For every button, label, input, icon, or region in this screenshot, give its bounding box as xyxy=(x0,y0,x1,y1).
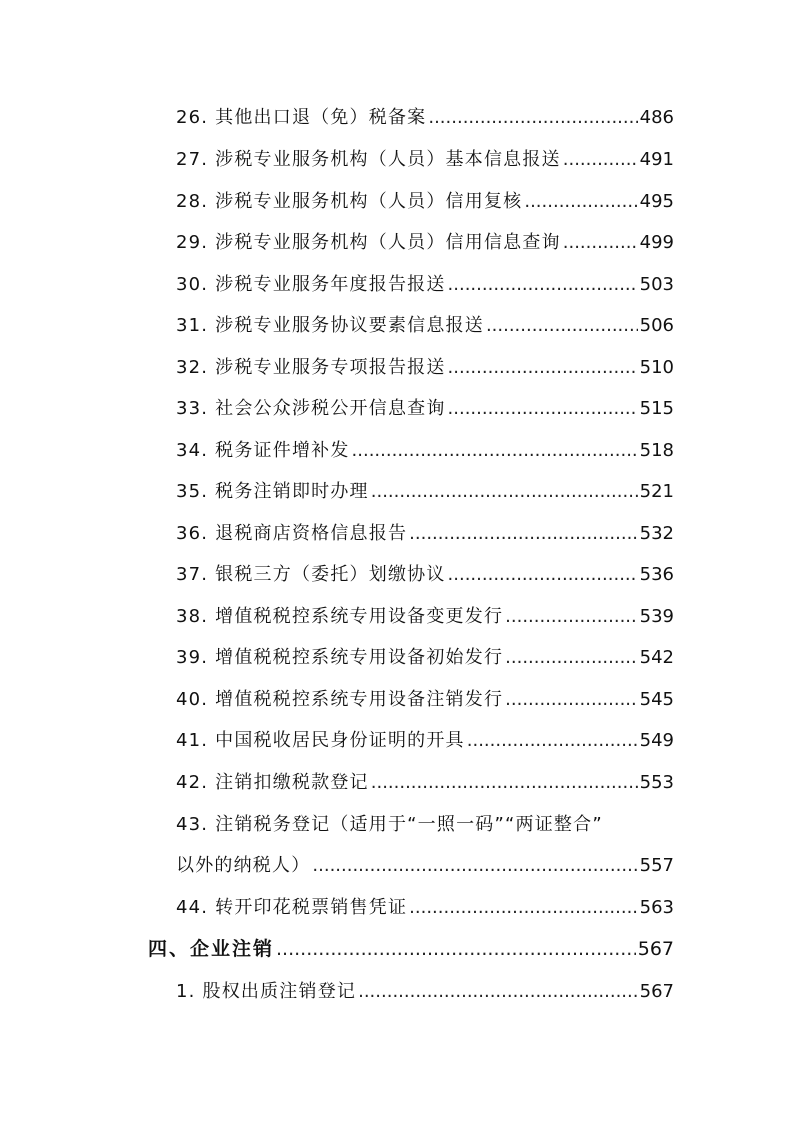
toc-entry-page: 557 xyxy=(639,855,674,876)
toc-entry-30[interactable] xyxy=(176,273,674,297)
toc-entry-31[interactable] xyxy=(176,314,674,338)
toc-entry-label: 1. 股权出质注销登记 xyxy=(176,981,357,1002)
toc-entry-36[interactable] xyxy=(176,522,674,546)
toc-entry-label: 28. 涉税专业服务机构（人员）信用复核 xyxy=(176,191,523,212)
toc-entry-label: 26. 其他出口退（免）税备案 xyxy=(176,107,427,128)
section-page: 567 xyxy=(637,938,674,960)
leader-dots xyxy=(409,522,637,546)
toc-entry-page: 521 xyxy=(639,481,674,502)
leader-dots xyxy=(448,397,638,421)
toc-entry-28[interactable] xyxy=(176,190,674,214)
leader-dots xyxy=(505,688,637,712)
toc-entry-page: 510 xyxy=(639,357,674,378)
toc-entry-34[interactable] xyxy=(176,439,674,463)
toc-entry-41[interactable] xyxy=(176,729,674,753)
toc-entry-label: 34. 税务证件增补发 xyxy=(176,440,350,461)
toc-entry-page: 539 xyxy=(639,606,674,627)
toc-entry-page: 495 xyxy=(639,191,674,212)
toc-entry-page: 563 xyxy=(639,897,674,918)
toc-entry-label: 31. 涉税专业服务协议要素信息报送 xyxy=(176,315,484,336)
toc-entry-page: 515 xyxy=(639,398,674,419)
leader-dots xyxy=(467,729,638,753)
toc-entry-page: 491 xyxy=(639,149,674,170)
toc-entry-page: 567 xyxy=(639,981,674,1002)
leader-dots xyxy=(448,356,638,380)
toc-entry-26[interactable] xyxy=(176,106,674,130)
toc-entry-label: 37. 银税三方（委托）划缴协议 xyxy=(176,564,446,585)
leader-dots xyxy=(505,646,637,670)
leader-dots xyxy=(409,896,637,920)
toc-entry-29[interactable] xyxy=(176,231,674,255)
toc-entry-page: 532 xyxy=(639,523,674,544)
toc-entry-38[interactable] xyxy=(176,605,674,629)
toc-entry-label: 41. 中国税收居民身份证明的开具 xyxy=(176,730,465,751)
toc-entry-page: 545 xyxy=(639,689,674,710)
leader-dots xyxy=(563,231,638,255)
leader-dots xyxy=(448,563,638,587)
toc-entry-27[interactable] xyxy=(176,148,674,172)
leader-dots xyxy=(312,854,637,878)
toc-entry-page: 506 xyxy=(639,315,674,336)
toc-entry-label: 33. 社会公众涉税公开信息查询 xyxy=(176,398,446,419)
leader-dots xyxy=(448,273,638,297)
toc-entry-label: 42. 注销扣缴税款登记 xyxy=(176,772,369,793)
toc-entry-42[interactable] xyxy=(176,771,674,795)
leader-dots xyxy=(358,980,638,1004)
toc-entry-label: 35. 税务注销即时办理 xyxy=(176,481,369,502)
toc-entry-33[interactable] xyxy=(176,397,674,421)
toc-entry-44[interactable] xyxy=(176,896,674,920)
toc-section-heading[interactable] xyxy=(148,937,674,961)
toc-entry-page: 503 xyxy=(639,274,674,295)
toc-entry-label: 29. 涉税专业服务机构（人员）信用信息查询 xyxy=(176,232,561,253)
toc-entry-37[interactable] xyxy=(176,563,674,587)
toc-entry-label: 32. 涉税专业服务专项报告报送 xyxy=(176,357,446,378)
toc-entry-label: 27. 涉税专业服务机构（人员）基本信息报送 xyxy=(176,149,561,170)
toc-entry-43[interactable] xyxy=(176,854,674,878)
toc-entry-35[interactable] xyxy=(176,480,674,504)
toc-entry-page: 549 xyxy=(639,730,674,751)
toc-entry-label: 36. 退税商店资格信息报告 xyxy=(176,523,408,544)
toc-entry-label: 40. 增值税税控系统专用设备注销发行 xyxy=(176,689,504,710)
toc-entry-page: 518 xyxy=(639,440,674,461)
leader-dots xyxy=(505,605,637,629)
toc-entry-32[interactable] xyxy=(176,356,674,380)
leader-dots xyxy=(563,148,638,172)
section-label: 四、企业注销 xyxy=(148,938,275,960)
toc-entry-label: 39. 增值税税控系统专用设备初始发行 xyxy=(176,647,504,668)
leader-dots xyxy=(428,106,637,130)
toc-entry-page: 536 xyxy=(639,564,674,585)
leader-dots xyxy=(371,771,638,795)
toc-entry-label: 44. 转开印花税票销售凭证 xyxy=(176,897,408,918)
leader-dots xyxy=(276,937,636,961)
leader-dots xyxy=(352,439,638,463)
toc-entry-label: 30. 涉税专业服务年度报告报送 xyxy=(176,274,446,295)
toc-entry-page: 553 xyxy=(639,772,674,793)
toc-entry-continuation: 以外的纳税人） xyxy=(176,855,311,876)
toc-entry-page: 499 xyxy=(639,232,674,253)
leader-dots xyxy=(371,480,638,504)
toc-entry-label: 38. 增值税税控系统专用设备变更发行 xyxy=(176,606,504,627)
toc-sub-entry-1[interactable] xyxy=(176,980,674,1004)
toc-entry-page: 486 xyxy=(639,107,674,128)
leader-dots xyxy=(524,190,637,214)
toc-entry-39[interactable] xyxy=(176,646,674,670)
leader-dots xyxy=(486,314,638,338)
toc-entry-page: 542 xyxy=(639,647,674,668)
toc-entry-40[interactable] xyxy=(176,688,674,712)
toc-entry-43-first-line[interactable]: 43. 注销税务登记（适用于“一照一码”“两证整合” xyxy=(176,814,603,835)
